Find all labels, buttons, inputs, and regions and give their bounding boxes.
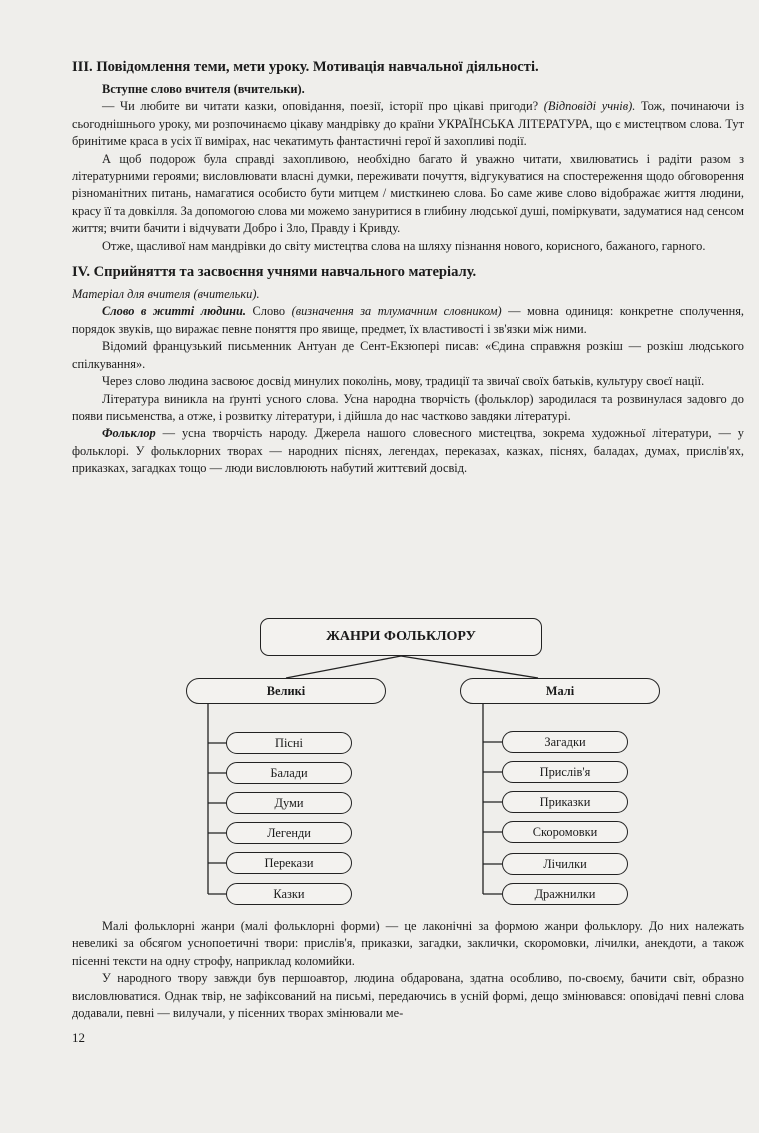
genre-item: Скоромовки [502,821,628,843]
paragraph: У народного твору завжди був першоавтор, людина обдарована, здатна особливо, по-своєму, бачити світ, образно висловлюватися. Однак твір, не зафіксований на письмі, передаючись в усній формі, дещо змінювався: оповідачі певні слова додавали, певні — вилучали, у пісенних творах змінювали ме- [72,971,744,1021]
material-label: Матеріал для вчителя (вчительки). [72,287,260,302]
folklore-genres-diagram [178,614,648,914]
genre-item: Дражнилки [502,883,628,905]
section4-heading: IV. Сприйняття та засвоєння учнями навчального матеріалу. [72,264,477,281]
group-large: Великі [186,678,386,704]
paragraph: Малі фольклорні жанри (малі фольклорні форми) — це лаконічні за формою жанри фольклору. До них належать невеликі за обсягом уснопоетичні твори: прислів'я, приказки, загадки, заклички, скоромовки, лічилки, анекдоти, а також пісенні тексти на одну строфу, наприклад коломийки. [72,919,744,968]
genre-item: Казки [226,883,352,905]
paragraph: Відомий французький письменник Антуан де Сент-Екзюпері писав: «Єдина справжня розкіш — розкіш людського спілкування». [72,339,744,371]
paragraph: Через слово людина засвоює досвід минулих поколінь, мову, традиції та звичаї своїх батьків, культуру своєї нації. [102,374,705,389]
genre-item: Думи [226,792,352,814]
group-small: Малі [460,678,660,704]
genre-item: Перекази [226,852,352,874]
page-number: 12 [72,1030,85,1045]
page-text-bottom [72,918,744,1022]
diagram-title: ЖАНРИ ФОЛЬКЛОРУ [260,618,542,656]
paragraph: А щоб подорож була справді захопливою, необхідно багато й уважно читати, хвилюватись і радіти разом з літературними героями; висловлювати власні думки, переживати почуття, відгукуватися на спостереження щодо обговорення різноманітних питань, намагатися особисто бути митцем / мисткинею слова. Бо саме живе слово відображає життя людини, красу її та довкілля. За допомогою слова ми можемо зануритися в глибину людської душі, поміркувати, задуматися над сенсом життя; вчити бачити і відчувати Добро і Зло, Правду і Кривду. [72,151,744,236]
paragraph: Отже, щасливої нам мандрівки до світу мистецтва слова на шляху пізнання нового, корисного, бажаного, гарного. [102,238,706,253]
genre-item: Легенди [226,822,352,844]
intro-subheading: Вступне слово вчителя (вчительки). [102,82,305,96]
section3-heading: III. Повідомлення теми, мети уроку. Мотивація навчальної діяльності. [72,59,539,75]
genre-item: Пісні [226,732,352,754]
genre-item: Балади [226,762,352,784]
paragraph: Література виникла на ґрунті усного слова. Усна народна творчість (фольклор) зародилася та розвинулася задовго до появи письменства, а отже, і розвитку літератури, і дійшла до нас частково завдяки літературі. [72,391,744,423]
paragraph: — Чи любите ви читати казки, оповідання, поезії, історії про цікаві пригоди? (Відповіді учнів). Тож, починаючи із сьогоднішнього уроку, ми розпочинаємо цікаву мандрівку до країни УКРАЇНСЬКА ЛІТЕРАТУРА, що є мистецтвом слова. Тут бринітиме краса в усіх її вимірах, нас чекатимуть фантастичні герої й захопливі події. [72,99,744,149]
page-text [72,58,744,478]
genre-item: Лічилки [502,853,628,875]
paragraph: Слово в житті людини. Слово (визначення за тлумачним словником) — мовна одиниця: конкретне сполучення, порядок звуків, що виражає певне поняття про явище, предмет, їх властивості і зв'язки між ними. [72,304,745,336]
genre-item: Загадки [502,731,628,753]
genre-item: Прислів'я [502,761,628,783]
paragraph: Фольклор — усна творчість народу. Джерела нашого словесного мистецтва, зокрема художньої літератури, — у фольклорі. У фольклорних творах — народних піснях, легендах, переказах, казках, піснях, баладах, думах, прислів'ях, приказках, загадках тощо — люди висловлюють набутий життєвий досвід. [72,426,744,476]
genre-item: Приказки [502,791,628,813]
